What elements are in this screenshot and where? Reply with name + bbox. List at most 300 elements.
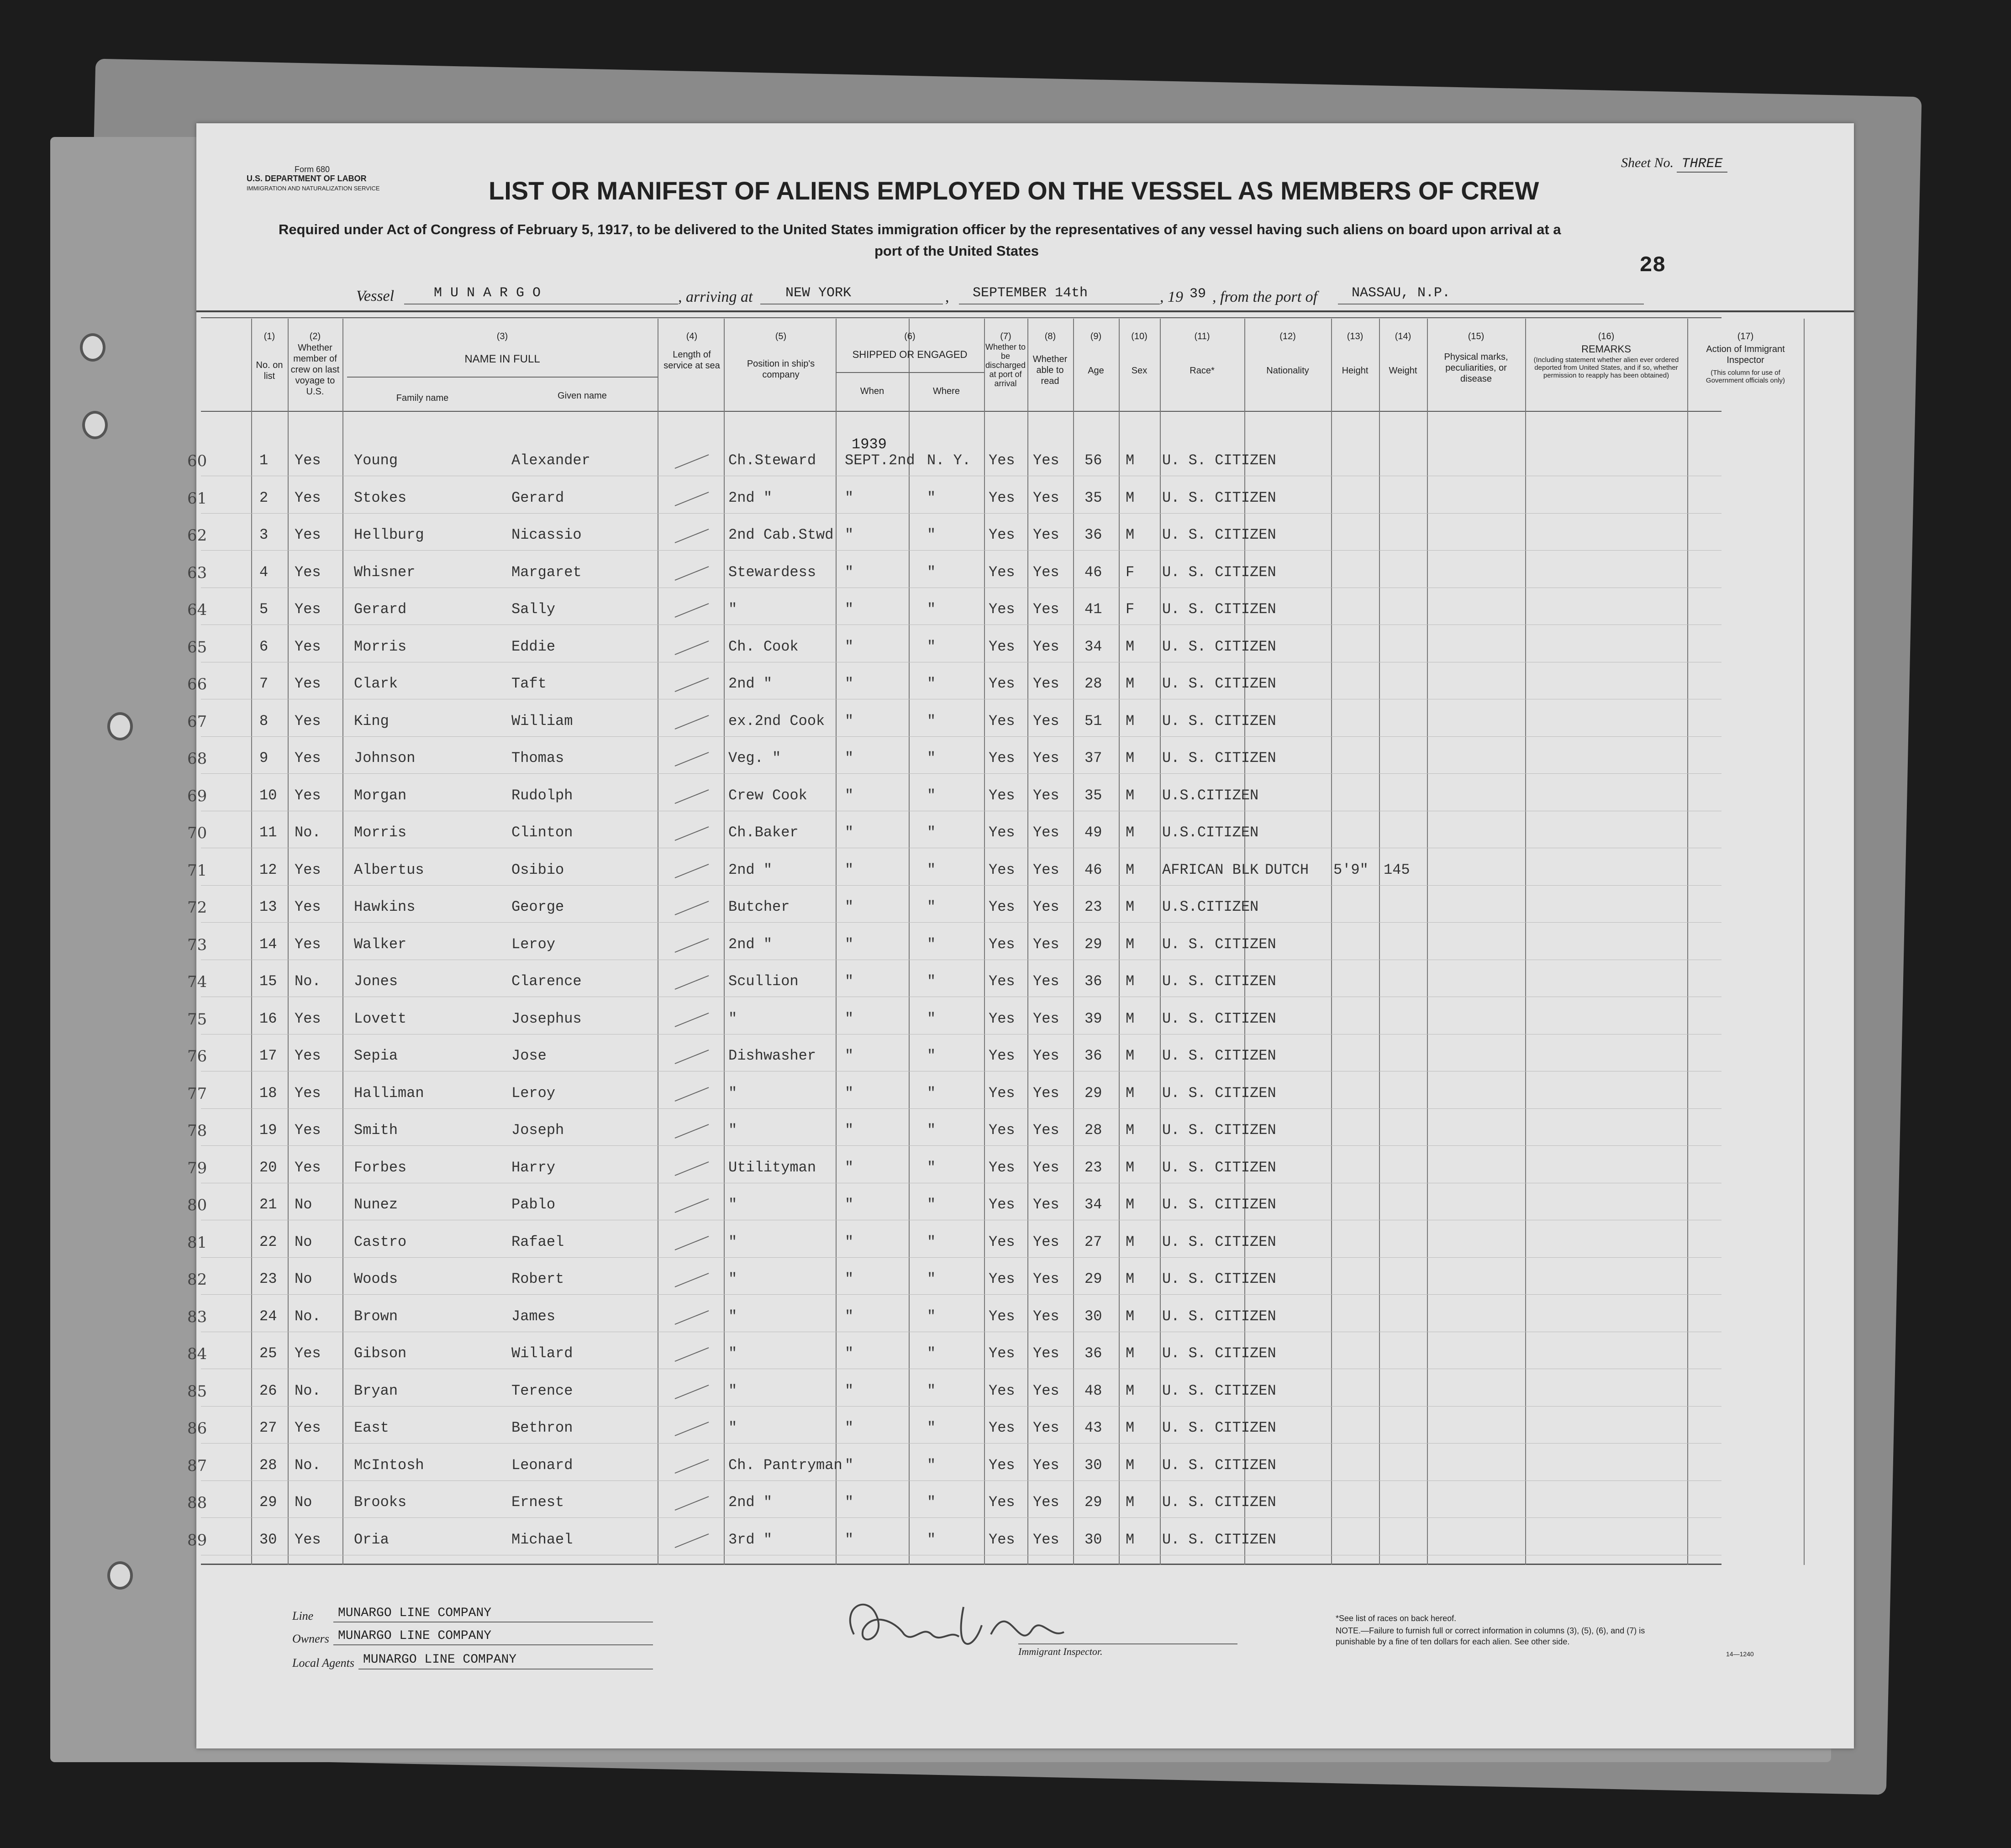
cell-read: Yes [1033, 452, 1059, 469]
cell-family: Young [354, 452, 398, 469]
col-13-number: (13) [1347, 331, 1363, 341]
cell-family: Smith [354, 1122, 398, 1139]
cell-sex: M [1126, 1419, 1135, 1436]
cell-race: U. S. CITIZEN [1162, 1084, 1276, 1102]
cell-nat: DUTCH [1265, 861, 1309, 878]
col-10-header: Sex [1131, 366, 1148, 376]
cell-when: " [845, 1122, 854, 1139]
cell-when: " [845, 1307, 854, 1325]
cell-disch: Yes [989, 601, 1015, 618]
col-14-number: (14) [1395, 331, 1411, 341]
tick-mark [675, 566, 709, 581]
cell-age: 56 [1084, 452, 1102, 469]
cell-last: Yes [295, 1010, 321, 1027]
col-5-header: Position in ship's company [747, 359, 815, 380]
cell-position: " [728, 601, 737, 618]
col-9-header: Age [1088, 366, 1104, 376]
cell-read: Yes [1033, 712, 1059, 730]
cell-line: 84 [187, 1345, 207, 1363]
cell-when: " [845, 1345, 854, 1362]
cell-where: " [927, 861, 936, 878]
cell-when: " [845, 1047, 854, 1064]
cell-family: Jones [354, 973, 398, 990]
cell-where: " [927, 526, 936, 543]
cell-age: 51 [1084, 712, 1102, 730]
cell-given: Ernest [511, 1494, 564, 1511]
tick-mark [675, 454, 709, 469]
cell-read: Yes [1033, 898, 1059, 915]
cell-given: Clinton [511, 824, 573, 841]
manifest-sheet: Form 680 U.S. DEPARTMENT OF LABOR IMMIGRATION AND NATURALIZATION SERVICE Sheet No. THREE LIST OR MANIFEST OF ALIENS EMPLOYED ON THE VESSEL AS MEMBERS OF CREW Required under Act of Congress of February 5, 1917, to be delivered to the United States immigration officer by the representatives of any vessel having such aliens on board upon arrival at a port of the United States 28 Vessel M U N A R G O , arriving at NEW YORK , SEPTEMBER 14th , 19 39 , from the port of NASSAU, N.P. (1) No. on list (2) Whether member of crew on last voyage to U.S. (3) NAME IN FULL Family name Given name (4) Length of service at sea (5) Position in ship's company (6) SHIPPED OR ENGAGED When Where (7) Whether to be discharged at port of arrival (8) Whether able to read (9) Age (10) Sex (11) Race* (12) Nationality (13) Height (14) Weight (15) Physical marks, peculiarities, or disease (16) REMARKS (Including statement whether alien ever ordered deported from United States, and if so, whether permission to reapply has been obtained) (17) Action of Immigrant Inspector (This column for use of Government officials only) 1939 60 1 Yes Young Alexander Ch.Steward SEPT.2nd N. Y. Yes Yes 56 M U. S. CITIZEN 61 2 Yes Stokes Gerard 2nd " " " Yes Yes 35 M U. S. CITIZEN 62 3 Yes Hellburg Nicassio 2nd Cab.Stwd " " Yes Yes 36 M U. S. CITIZEN 63 4 Yes Whisner Margaret Stewardess " " Yes Yes 46 F U. S. CITIZEN 64 5 Yes Gerard Sally " " " Yes Yes 41 F U. S. CITIZEN 65 6 Yes Morris Eddie Ch. Cook " " Yes Yes 34 M U. S. CITIZEN 66 7 Yes Clark Taft 2nd " " " Yes Yes 28 M U. S. CITIZEN 67 8 Yes King William ex.2nd Cook " " Yes Yes 51 M U. S. CITIZEN 68 9 Yes Johnson Thomas Veg. " " " Yes Yes 37 M U. S. CITIZEN 69 10 Yes Morgan Rudolph Crew Cook " " Yes Yes 35 M U.S.CITIZEN 70 11 No. Morris Clinton Ch.Baker " " Yes Yes 49 M U.S.CITIZEN 71 12 Yes Albertus Osibio 2nd " " " Yes Yes 46 M AFRICAN BLK DUTCH 5'9" 145 72 13 Yes Hawkins George Butcher " " Yes Yes 23 M U.S.CITIZEN 73 14 Yes Walker Leroy 2nd " " " Yes Yes 29 M U. S. CITIZEN 74 15 No. Jones Clarence Scullion " " Yes Yes 36 M U. S. CITIZEN 75 16 Yes Lovett Josephus " " " Yes Yes 39 M U. S. CITIZEN 76 17 Yes Sepia Jose Dishwasher " " Yes Yes 36 M U. S. CITIZEN 77 18 Yes Halliman Leroy " " " Yes Yes 29 M U. S. CITIZEN 78 19 Yes Smith Joseph " " " Yes Yes 28 M U. S. CITIZEN 79 20 Yes Forbes Harry Utilityman " " Yes Yes 23 M U. S. CITIZEN 80 21 No Nunez Pablo " " " Yes Yes 34 M U. S. CITIZEN 81 22 No Castro Rafael " " " Yes Yes 27 M U. S. CITIZEN 82 23 No Woods Robert " " " Yes Yes 29 M U. S. CITIZEN 83 24 No. Brown James " " " Yes Yes 30 M U. S. CITIZEN 84 25 Yes Gibson Willard " " " Yes Yes 36 M U. S. CITIZEN 85 26 No. Bryan Terence " " " Yes Yes 48 M U. S. CITIZEN 86 27 Yes East Bethron " " " Yes Yes 43 M U. S. CITIZEN 87 28 No. McIntosh Leonard Ch. Pantryman " " Yes Yes 30 M U. S. CITIZEN 88 29 No Brooks Ernest 2nd " " " Yes Yes 29 M U. S. CITIZEN 89 30 Yes Oria Michael 3rd " " " Yes Yes 30 M U. S. CITIZEN Line MUNARGO LINE COMPANY Owners MUNARGO LINE COMPANY Local Agents MUNARGO LINE COMPANY Immigrant Inspector. *See list of races on back hereof. NOTE.—Failure to furnish full or correct information in columns (3), (5), (6), and (7) is punishable by a fine of ten dollars for each alien. See other side. 14—1240 [196, 123, 1854, 1748]
cell-height: 5'9" [1333, 861, 1369, 878]
cell-disch: Yes [989, 1345, 1015, 1362]
cell-line: 61 [187, 489, 207, 508]
col-3-header: NAME IN FULL [464, 353, 540, 365]
tick-mark [675, 975, 709, 990]
cell-when: " [845, 1419, 854, 1436]
cell-no: 12 [259, 861, 277, 878]
tick-mark [675, 901, 709, 915]
binder-hole [107, 1561, 133, 1590]
cell-family: Brooks [354, 1494, 407, 1511]
page-number: 28 [1639, 253, 1666, 278]
col-1-header: No. on list [256, 360, 283, 381]
cell-race: U. S. CITIZEN [1162, 1270, 1276, 1287]
cell-no: 16 [259, 1010, 277, 1027]
cell-line: 89 [187, 1531, 207, 1549]
cell-race: U. S. CITIZEN [1162, 712, 1276, 730]
cell-when: " [845, 935, 854, 953]
cell-given: Leroy [511, 1084, 556, 1102]
cell-disch: Yes [989, 1047, 1015, 1064]
cell-last: Yes [295, 898, 321, 915]
cell-read: Yes [1033, 1047, 1059, 1064]
cell-where: " [927, 675, 936, 692]
column-rule [1427, 319, 1428, 1565]
cell-family: Castro [354, 1233, 407, 1250]
cell-read: Yes [1033, 1307, 1059, 1325]
arrival-date: SEPTEMBER 14th [973, 285, 1088, 301]
col-6b-header: Where [933, 386, 960, 396]
cell-last: Yes [295, 1345, 321, 1362]
tick-mark [675, 826, 709, 841]
cell-line: 69 [187, 787, 207, 805]
cell-where: " [927, 1047, 936, 1064]
cell-age: 46 [1084, 563, 1102, 581]
cell-disch: Yes [989, 1196, 1015, 1213]
column-rule [1073, 319, 1074, 1565]
cell-last: Yes [295, 563, 321, 581]
cell-family: Sepia [354, 1047, 398, 1064]
cell-when: " [845, 1010, 854, 1027]
cell-last: No. [295, 1382, 321, 1399]
cell-last: Yes [295, 638, 321, 655]
cell-sex: F [1126, 563, 1135, 581]
col-17-number: (17) [1737, 331, 1754, 341]
cell-age: 28 [1084, 1122, 1102, 1139]
cell-when: " [845, 824, 854, 841]
cell-where: " [927, 638, 936, 655]
owners-value: MUNARGO LINE COMPANY [338, 1629, 492, 1643]
cell-line: 79 [187, 1159, 207, 1177]
col-4-number: (4) [686, 331, 698, 341]
cell-read: Yes [1033, 1531, 1059, 1548]
cell-position: Utilityman [728, 1159, 816, 1176]
year-prefix: , 19 [1160, 289, 1183, 305]
cell-position: " [728, 1307, 737, 1325]
col-15-number: (15) [1468, 331, 1485, 341]
cell-line: 86 [187, 1419, 207, 1438]
cell-given: Joseph [511, 1122, 564, 1139]
cell-position: " [728, 1196, 737, 1213]
cell-no: 3 [259, 526, 268, 543]
cell-family: Stokes [354, 489, 407, 506]
cell-family: Halliman [354, 1084, 424, 1102]
cell-sex: M [1126, 1456, 1135, 1474]
cell-disch: Yes [989, 1382, 1015, 1399]
cell-line: 67 [187, 712, 207, 731]
sheet-label: Sheet No. [1621, 155, 1674, 170]
sheet-number [1621, 155, 1727, 172]
cell-when: " [845, 712, 854, 730]
tick-mark [675, 640, 709, 655]
cell-read: Yes [1033, 935, 1059, 953]
cell-family: Hellburg [354, 526, 424, 543]
tick-mark [675, 1161, 709, 1176]
subtitle-line-2: port of the United States [874, 243, 1039, 259]
cell-read: Yes [1033, 563, 1059, 581]
cell-disch: Yes [989, 861, 1015, 878]
col-4-header: Length of service at sea [663, 350, 720, 371]
cell-last: Yes [295, 1047, 321, 1064]
cell-position: Scullion [728, 973, 799, 990]
cell-position: 2nd " [728, 675, 773, 692]
cell-disch: Yes [989, 1010, 1015, 1027]
cell-given: Pablo [511, 1196, 556, 1213]
cell-where: " [927, 1345, 936, 1362]
cell-sex: M [1126, 1233, 1135, 1250]
cell-where: " [927, 935, 936, 953]
col-3b-header: Given name [558, 391, 607, 401]
cell-where: " [927, 1122, 936, 1139]
sheet-value: THREE [1677, 156, 1727, 173]
cell-disch: Yes [989, 712, 1015, 730]
col-16-number: (16) [1598, 331, 1615, 341]
cell-age: 35 [1084, 787, 1102, 804]
cell-position: Veg. " [728, 750, 781, 766]
cell-disch: Yes [989, 1494, 1015, 1511]
column-rule [1379, 319, 1380, 1565]
cell-position: 2nd Cab.Stwd [728, 526, 834, 543]
cell-where: N. Y. [927, 452, 971, 469]
cell-sex: M [1126, 973, 1135, 990]
cell-read: Yes [1033, 1233, 1059, 1250]
cell-position: " [728, 1345, 737, 1362]
col-3-number: (3) [496, 331, 508, 341]
cell-race: U. S. CITIZEN [1162, 1456, 1276, 1474]
cell-no: 27 [259, 1419, 277, 1436]
cell-sex: M [1126, 935, 1135, 953]
cell-no: 26 [259, 1382, 277, 1399]
cell-last: Yes [295, 750, 321, 766]
cell-last: No. [295, 824, 321, 841]
cell-disch: Yes [989, 675, 1015, 692]
cell-position: " [728, 1270, 737, 1287]
col-12-number: (12) [1279, 331, 1296, 341]
cell-race: U. S. CITIZEN [1162, 1196, 1276, 1213]
cell-when: " [845, 601, 854, 618]
col-2-header: Whether member of crew on last voyage to U.S. [290, 343, 340, 397]
cell-age: 27 [1084, 1233, 1102, 1250]
cell-no: 17 [259, 1047, 277, 1064]
cell-given: Eddie [511, 638, 556, 655]
cell-where: " [927, 489, 936, 506]
cell-last: No [295, 1494, 312, 1511]
tick-mark [675, 1496, 709, 1511]
cell-family: Walker [354, 935, 407, 953]
cell-disch: Yes [989, 452, 1015, 469]
tick-mark [675, 1459, 709, 1474]
cell-family: Gibson [354, 1345, 407, 1362]
cell-where: " [927, 1531, 936, 1548]
cell-read: Yes [1033, 973, 1059, 990]
cell-sex: M [1126, 1494, 1135, 1511]
cell-disch: Yes [989, 1419, 1015, 1436]
cell-family: Whisner [354, 563, 416, 581]
cell-disch: Yes [989, 898, 1015, 915]
cell-last: Yes [295, 675, 321, 692]
cell-when: " [845, 1531, 854, 1548]
port-label: , from the port of [1212, 289, 1318, 305]
cell-no: 15 [259, 973, 277, 990]
cell-position: " [728, 1122, 737, 1139]
cell-age: 29 [1084, 935, 1102, 953]
cell-when: " [845, 526, 854, 543]
cell-disch: Yes [989, 1307, 1015, 1325]
cell-no: 4 [259, 563, 268, 581]
cell-given: Harry [511, 1159, 556, 1176]
cell-no: 30 [259, 1531, 277, 1548]
col-3a-header: Family name [396, 393, 449, 403]
col-7-header: Whether to be discharged at port of arrival [985, 342, 1026, 388]
cell-family: Morgan [354, 787, 407, 804]
cell-read: Yes [1033, 1456, 1059, 1474]
cell-when: " [845, 675, 854, 692]
cell-where: " [927, 1494, 936, 1511]
cell-age: 41 [1084, 601, 1102, 618]
cell-position: ex.2nd Cook [728, 712, 825, 730]
cell-position: 2nd " [728, 861, 773, 878]
cell-sex: M [1126, 1159, 1135, 1176]
tick-mark [675, 1385, 709, 1399]
cell-read: Yes [1033, 750, 1059, 766]
cell-last: Yes [295, 1419, 321, 1436]
tick-mark [675, 1198, 709, 1213]
column-rule [1119, 319, 1120, 1565]
cell-last: Yes [295, 1531, 321, 1548]
cell-no: 25 [259, 1345, 277, 1362]
cell-race: U. S. CITIZEN [1162, 1307, 1276, 1325]
cell-line: 77 [187, 1084, 207, 1103]
cell-line: 60 [187, 452, 207, 470]
cell-read: Yes [1033, 787, 1059, 804]
cell-no: 20 [259, 1159, 277, 1176]
cell-position: 3rd " [728, 1531, 773, 1548]
cell-age: 36 [1084, 973, 1102, 990]
cell-position: " [728, 1419, 737, 1436]
column-rule [342, 319, 343, 1565]
cell-read: Yes [1033, 1159, 1059, 1176]
cell-age: 30 [1084, 1531, 1102, 1548]
cell-no: 2 [259, 489, 268, 506]
tick-mark [675, 603, 709, 618]
cell-position: " [728, 1382, 737, 1399]
cell-age: 29 [1084, 1270, 1102, 1287]
cell-line: 71 [187, 861, 207, 880]
cell-when: " [845, 861, 854, 878]
cell-race: U. S. CITIZEN [1162, 935, 1276, 953]
cell-where: " [927, 712, 936, 730]
cell-family: McIntosh [354, 1456, 424, 1474]
cell-where: " [927, 787, 936, 804]
cell-race: U. S. CITIZEN [1162, 675, 1276, 692]
cell-race: U. S. CITIZEN [1162, 750, 1276, 766]
cell-given: George [511, 898, 564, 915]
cell-age: 37 [1084, 750, 1102, 766]
col-7-number: (7) [1000, 331, 1011, 341]
col-16-header: REMARKS [1581, 343, 1631, 355]
cell-position: Stewardess [728, 563, 816, 581]
cell-family: Oria [354, 1531, 389, 1548]
cell-last: Yes [295, 526, 321, 543]
cell-read: Yes [1033, 1084, 1059, 1102]
cell-read: Yes [1033, 601, 1059, 618]
cell-race: U. S. CITIZEN [1162, 1494, 1276, 1511]
cell-when: " [845, 1084, 854, 1102]
col-6a-header: When [860, 386, 884, 396]
cell-family: Clark [354, 675, 398, 692]
cell-sex: M [1126, 712, 1135, 730]
cell-sex: M [1126, 1307, 1135, 1325]
cell-age: 36 [1084, 1047, 1102, 1064]
cell-last: No [295, 1233, 312, 1250]
cell-sex: M [1126, 750, 1135, 766]
cell-age: 43 [1084, 1419, 1102, 1436]
column-rule [984, 319, 985, 1565]
cell-race: AFRICAN BLK [1162, 861, 1259, 878]
cell-no: 10 [259, 787, 277, 804]
cell-age: 35 [1084, 489, 1102, 506]
cell-no: 19 [259, 1122, 277, 1139]
cell-sex: M [1126, 675, 1135, 692]
cell-age: 29 [1084, 1494, 1102, 1511]
tick-mark [675, 1236, 709, 1250]
cell-age: 34 [1084, 1196, 1102, 1213]
cell-given: Nicassio [511, 526, 582, 543]
col-6-header: SHIPPED OR ENGAGED [852, 349, 968, 360]
cell-no: 8 [259, 712, 268, 730]
cell-race: U. S. CITIZEN [1162, 1419, 1276, 1436]
tick-mark [675, 715, 709, 730]
cell-where: " [927, 1159, 936, 1176]
cell-given: Rafael [511, 1233, 564, 1250]
cell-disch: Yes [989, 935, 1015, 953]
cell-last: No. [295, 1307, 321, 1325]
cell-no: 14 [259, 935, 277, 953]
tick-mark [675, 1347, 709, 1362]
cell-last: Yes [295, 489, 321, 506]
cell-age: 30 [1084, 1307, 1102, 1325]
cell-sex: M [1126, 787, 1135, 804]
agents-value: MUNARGO LINE COMPANY [363, 1653, 517, 1667]
cell-family: Nunez [354, 1196, 398, 1213]
cell-race: U. S. CITIZEN [1162, 1159, 1276, 1176]
col-1-number: (1) [263, 331, 275, 341]
cell-where: " [927, 1307, 936, 1325]
cell-where: " [927, 1196, 936, 1213]
column-rule [1027, 319, 1028, 1565]
cell-disch: Yes [989, 787, 1015, 804]
column-rule [1687, 319, 1688, 1565]
cell-line: 85 [187, 1382, 207, 1401]
cell-position: 2nd " [728, 935, 773, 953]
cell-position: Ch. Pantryman [728, 1456, 842, 1474]
cell-sex: M [1126, 1531, 1135, 1548]
cell-when: " [845, 489, 854, 506]
cell-age: 23 [1084, 898, 1102, 915]
cell-given: William [511, 712, 573, 730]
col-5-number: (5) [775, 331, 787, 341]
cell-last: No [295, 1270, 312, 1287]
cell-read: Yes [1033, 1382, 1059, 1399]
cell-where: " [927, 1233, 936, 1250]
col-17-header: Action of Immigrant Inspector [1706, 344, 1785, 365]
column-rule [909, 319, 910, 1565]
tick-mark [675, 1310, 709, 1325]
cell-no: 22 [259, 1233, 277, 1250]
column-rule [1525, 319, 1526, 1565]
cell-sex: M [1126, 1382, 1135, 1399]
cell-sex: M [1126, 1047, 1135, 1064]
cell-family: Johnson [354, 750, 416, 766]
cell-disch: Yes [989, 563, 1015, 581]
col-6-number: (6) [904, 331, 916, 341]
cell-given: Jose [511, 1047, 547, 1064]
subtitle-line-1: Required under Act of Congress of February 5, 1917, to be delivered to the United States immigration officer by the representatives of any vessel having such aliens on board upon arrival at a [279, 221, 1561, 237]
col-2-number: (2) [309, 331, 321, 341]
cell-age: 28 [1084, 675, 1102, 692]
cell-age: 36 [1084, 1345, 1102, 1362]
cell-line: 87 [187, 1456, 207, 1475]
cell-line: 83 [187, 1307, 207, 1326]
cell-given: Margaret [511, 563, 582, 581]
cell-no: 28 [259, 1456, 277, 1474]
cell-read: Yes [1033, 861, 1059, 878]
owners-label: Owners [292, 1632, 329, 1645]
column-rule [836, 319, 837, 1565]
cell-read: Yes [1033, 1270, 1059, 1287]
cell-family: Woods [354, 1270, 398, 1287]
cell-disch: Yes [989, 1084, 1015, 1102]
cell-position: Ch.Steward [728, 452, 816, 469]
cell-when: " [845, 898, 854, 915]
cell-age: 48 [1084, 1382, 1102, 1399]
cell-line: 80 [187, 1196, 207, 1214]
cell-family: Brown [354, 1307, 398, 1325]
cell-position: Crew Cook [728, 787, 807, 804]
cell-given: Terence [511, 1382, 573, 1399]
cell-sex: F [1126, 601, 1135, 618]
